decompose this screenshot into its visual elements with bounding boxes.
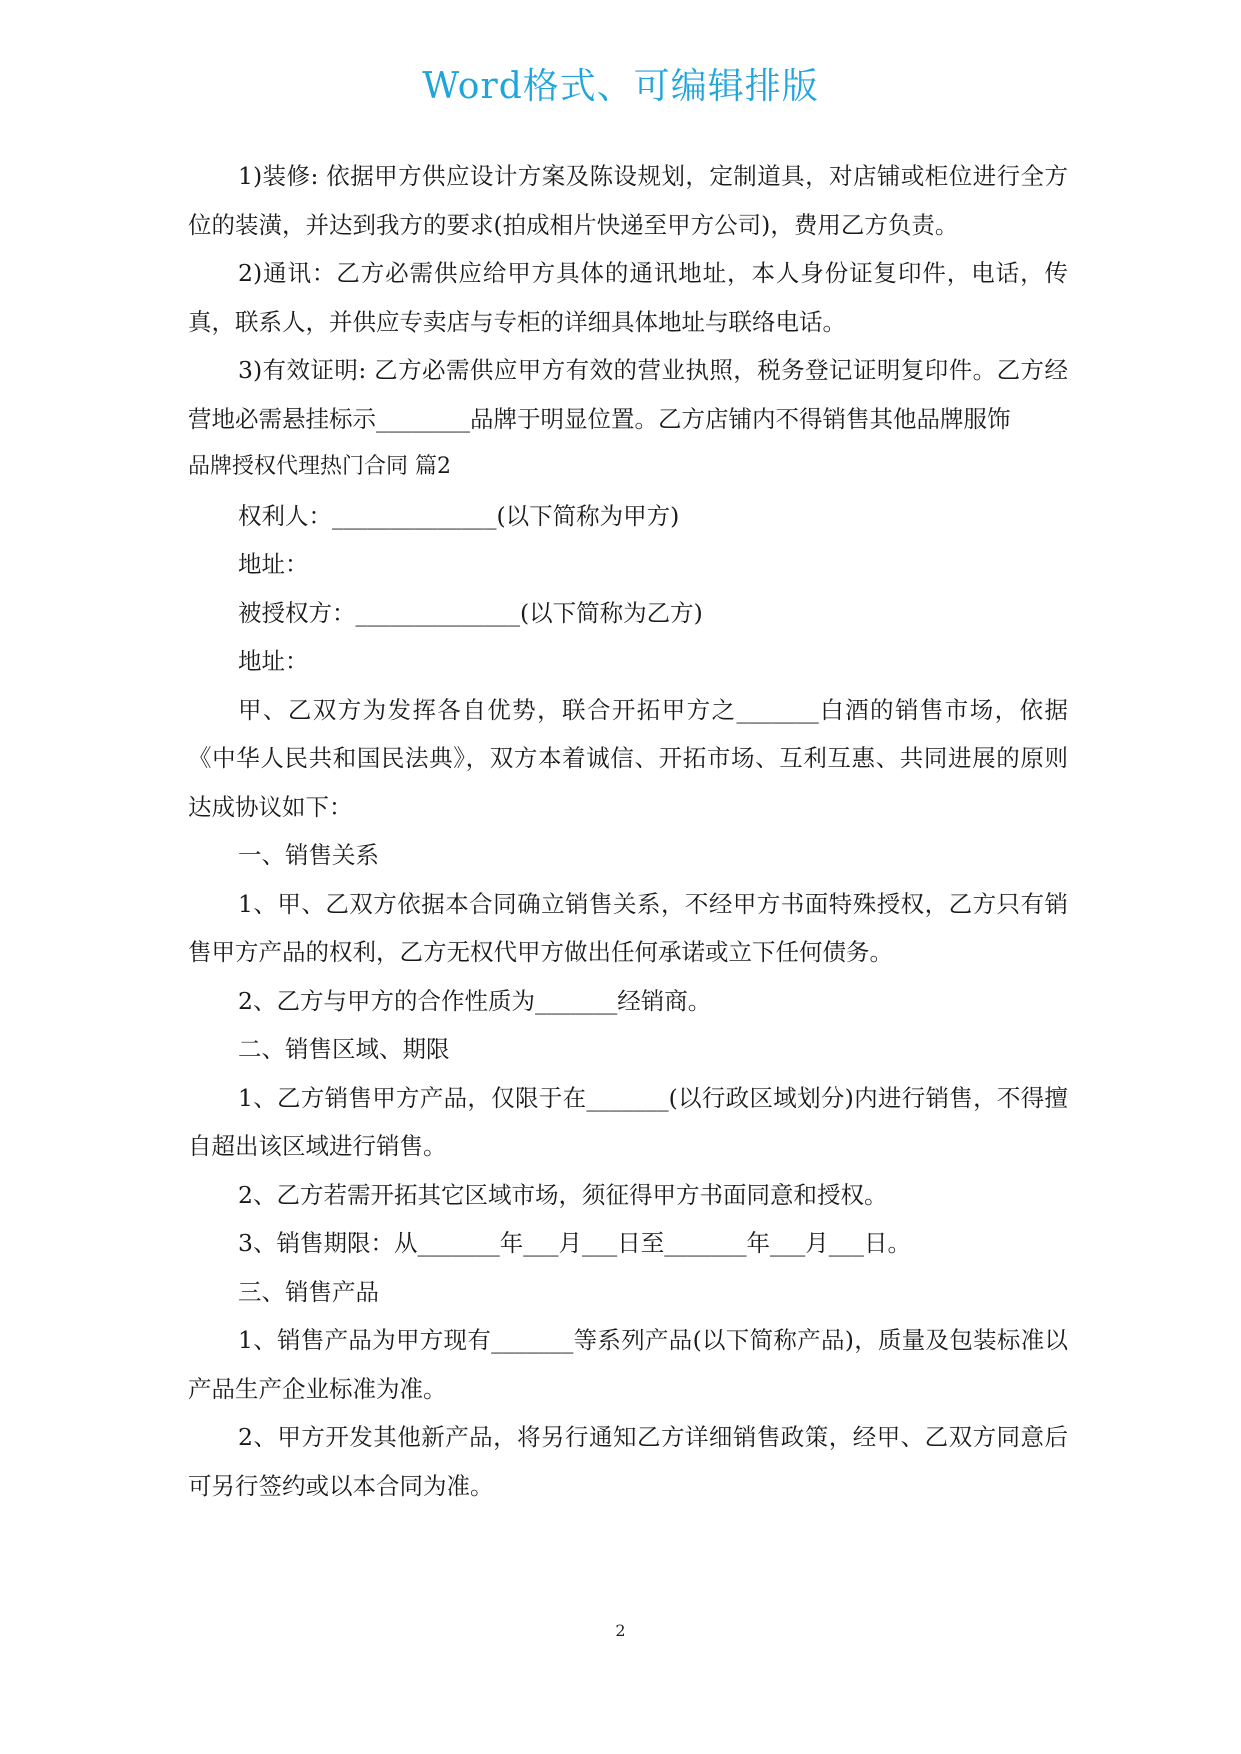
paragraph: 甲、乙双方为发挥各自优势，联合开拓甲方之_______白酒的销售市场，依据《中华人民共和国民法典》，双方本着诚信、开拓市场、互利互惠、共同进展的原则达成协议如下： (188, 695, 1068, 821)
paragraph: 3)有效证明: 乙方必需供应甲方有效的营业执照，税务登记证明复印件。乙方经营地必需悬挂标示________品牌于明显位置。乙方店铺内不得销售其他品牌服饰 (188, 356, 1068, 433)
paragraph: 3、销售期限：从_______年___月___日至_______年___月___日。 (238, 1229, 911, 1257)
paragraph: 1、乙方销售甲方产品，仅限于在_______(以行政区域划分)内进行销售，不得擅自超出该区域进行销售。 (188, 1083, 1068, 1160)
paragraph: 1)装修: 依据甲方供应设计方案及陈设规划，定制道具，对店铺或柜位进行全方位的装潢，并达到我方的要求(拍成相片快递至甲方公司)，费用乙方负责。 (188, 162, 1068, 239)
section-heading: 品牌授权代理热门合同 篇2 (188, 454, 451, 479)
paragraph: 被授权方：______________(以下简称为乙方) (238, 598, 703, 627)
paragraph: 2、甲方开发其他新产品，将另行通知乙方详细销售政策，经甲、乙双方同意后可另行签约或以本合同为准。 (188, 1423, 1068, 1500)
paragraph: 2、乙方若需开拓其它区域市场，须征得甲方书面同意和授权。 (238, 1180, 888, 1209)
paragraph: 1、甲、乙双方依据本合同确立销售关系，不经甲方书面特殊授权，乙方只有销售甲方产品的权利，乙方无权代甲方做出任何承诺或立下任何债务。 (188, 889, 1068, 966)
paragraph: 2)通讯：乙方必需供应给甲方具体的通讯地址，本人身份证复印件，电话，传真，联系人，并供应专卖店与专柜的详细具体地址与联络电话。 (188, 259, 1068, 336)
paragraph: 2、乙方与甲方的合作性质为_______经销商。 (238, 986, 712, 1015)
document-header-title: Word格式、可编辑排版 (422, 66, 819, 107)
paragraph: 权利人：______________(以下简称为甲方) (238, 501, 680, 530)
paragraph: 三、销售产品 (238, 1277, 379, 1306)
paragraph: 地址： (238, 550, 309, 578)
paragraph: 地址： (238, 647, 309, 675)
paragraph: 一、销售关系 (238, 841, 379, 869)
paragraph: 1、销售产品为甲方现有_______等系列产品(以下简称产品)，质量及包装标准以产品生产企业标准为准。 (188, 1326, 1068, 1403)
paragraph: 二、销售区域、期限 (238, 1035, 450, 1063)
document-body (188, 152, 1068, 1510)
page-number: 2 (615, 1621, 626, 1640)
